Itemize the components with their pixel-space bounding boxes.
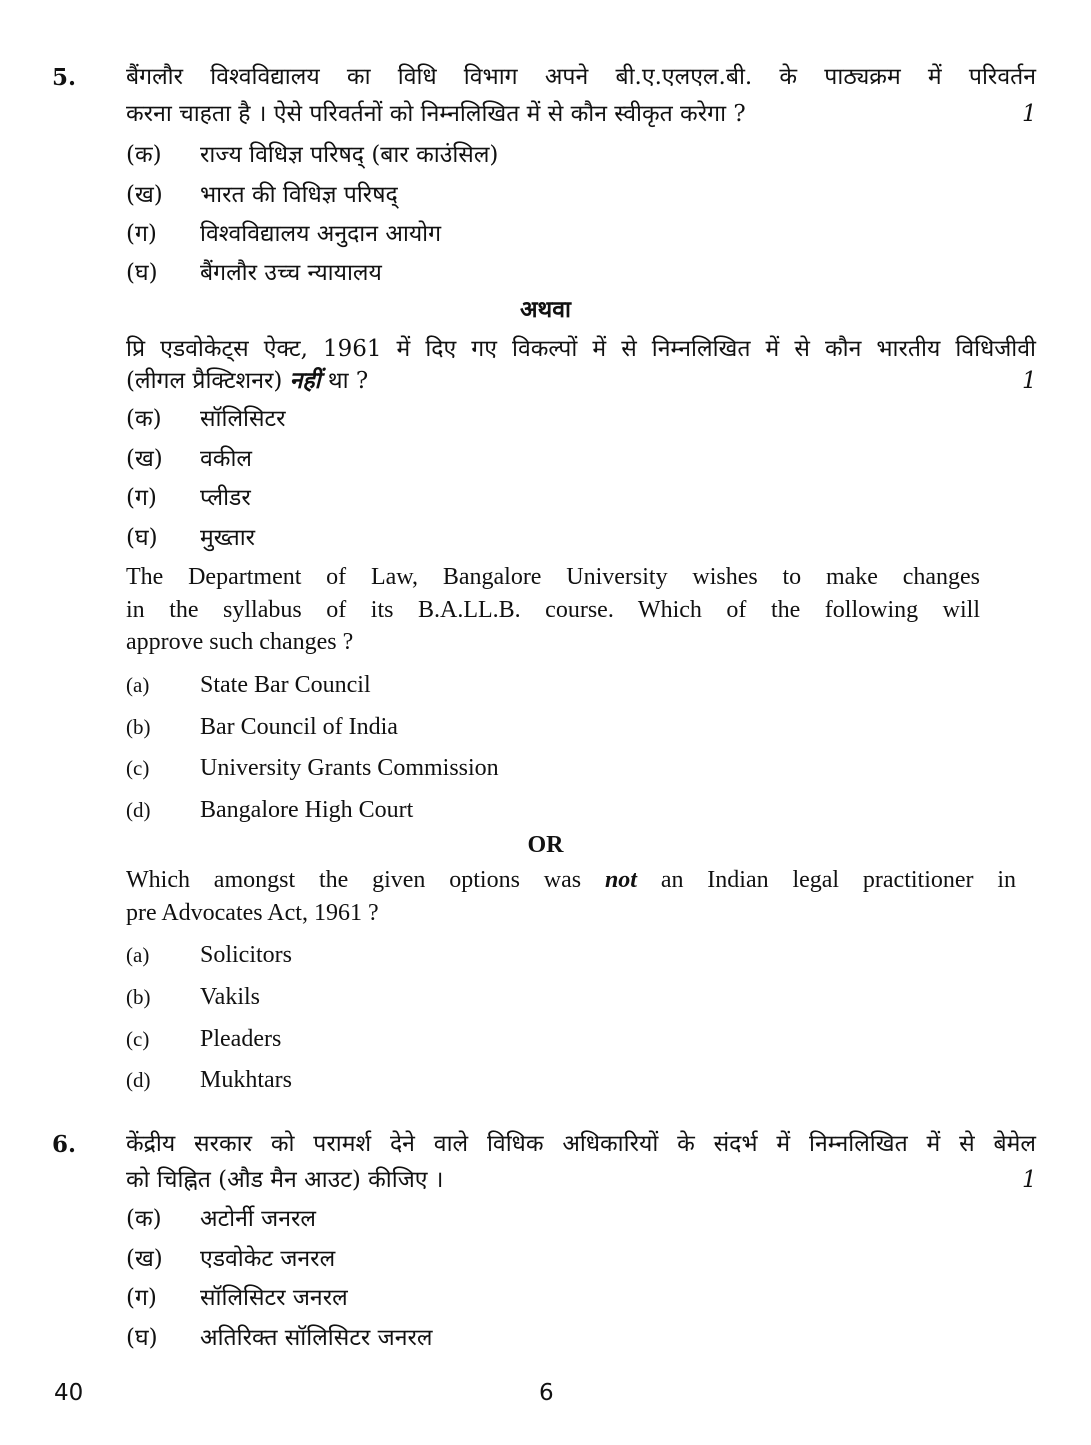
paper-code: 40 — [54, 1380, 84, 1406]
option-label: (घ) — [126, 525, 158, 551]
question-text-line: pre Advocates Act, 1961 ? — [126, 900, 379, 926]
question-text: Which amongst the given options was — [126, 867, 582, 893]
emphasis-text: not — [604, 867, 637, 893]
option-label: (a) — [126, 943, 150, 967]
option-label: (b) — [126, 985, 151, 1009]
option-text: अतिरिक्त सॉलिसिटर जनरल — [200, 1325, 433, 1351]
option-text: अटोर्नी जनरल — [200, 1206, 316, 1232]
option-label: (क) — [126, 406, 162, 432]
emphasis-text: नहीं — [289, 367, 321, 394]
option-text: सॉलिसिटर — [200, 406, 286, 432]
option-text: मुख्तार — [200, 525, 256, 551]
question-text-line: प्रि एडवोकेट्स ऐक्ट, 1961 में दिए गए विकल्पों में से निम्नलिखित में से कौन भारतीय विधिजीवी — [126, 336, 1036, 362]
option-text: Mukhtars — [200, 1067, 292, 1093]
option-text: Bangalore High Court — [200, 797, 414, 823]
question-text-line: बैंगलौर विश्वविद्यालय का विधि विभाग अपने बी.ए.एलएल.बी. के पाठ्यक्रम में परिवर्तन — [126, 64, 1036, 90]
option-label: (घ) — [126, 260, 158, 286]
question-text-line: केंद्रीय सरकार को परामर्श देने वाले विधिक अधिकारियों के संदर्भ में निम्नलिखित में से बेमेल — [126, 1131, 1036, 1157]
option-text: एडवोकेट जनरल — [200, 1246, 336, 1272]
option-text: बैंगलौर उच्च न्यायालय — [200, 260, 382, 286]
option-label: (c) — [126, 1027, 150, 1051]
or-separator: अथवा — [519, 296, 571, 323]
option-text: भारत की विधिज्ञ परिषद् — [200, 182, 398, 208]
question-text-line — [126, 864, 1016, 896]
option-label: (घ) — [126, 1325, 158, 1351]
option-label: (d) — [126, 798, 151, 822]
option-text: राज्य विधिज्ञ परिषद् (बार काउंसिल) — [200, 142, 499, 168]
option-text: Vakils — [200, 984, 260, 1010]
option-label: (d) — [126, 1068, 151, 1092]
question-text-line — [126, 364, 368, 398]
option-label: (ग) — [126, 485, 157, 511]
question-text: था ? — [327, 368, 369, 394]
question-text-line: in the syllabus of its B.A.LL.B. course. Which of the following will — [126, 597, 980, 623]
question-number: 6. — [52, 1131, 77, 1158]
question-text: (लीगल प्रैक्टिशनर) — [126, 368, 283, 394]
question-text-line: को चिह्नित (औड मैन आउट) कीजिए । — [126, 1167, 444, 1193]
option-label: (ग) — [126, 221, 157, 247]
option-text: Solicitors — [200, 942, 293, 968]
option-label: (a) — [126, 673, 150, 697]
question-text-line: approve such changes ? — [126, 629, 354, 655]
option-text: Pleaders — [200, 1026, 282, 1052]
option-text: University Grants Commission — [200, 755, 499, 781]
question-text: an Indian legal practitioner in — [660, 867, 1017, 893]
option-label: (ख) — [126, 182, 163, 208]
or-separator: OR — [527, 832, 564, 858]
page-number: 6 — [539, 1380, 554, 1406]
option-label: (ख) — [126, 446, 163, 472]
option-text: सॉलिसिटर जनरल — [200, 1285, 348, 1311]
question-text-line: The Department of Law, Bangalore University wishes to make changes — [126, 564, 980, 590]
option-text: प्लीडर — [200, 485, 251, 511]
option-text: वकील — [200, 446, 253, 472]
option-label: (क) — [126, 1206, 162, 1232]
option-label: (क) — [126, 142, 162, 168]
option-label: (c) — [126, 756, 150, 780]
question-text-line: करना चाहता है । ऐसे परिवर्तनों को निम्नलिखित में से कौन स्वीकृत करेगा ? — [126, 101, 746, 127]
marks: 1 — [1022, 101, 1037, 127]
question-number: 5. — [52, 64, 77, 91]
option-label: (ग) — [126, 1285, 157, 1311]
option-text: Bar Council of India — [200, 714, 398, 740]
option-label: (ख) — [126, 1246, 163, 1272]
marks: 1 — [1022, 1167, 1037, 1193]
option-label: (b) — [126, 715, 151, 739]
option-text: विश्वविद्यालय अनुदान आयोग — [200, 221, 442, 247]
option-text: State Bar Council — [200, 672, 371, 698]
marks: 1 — [1022, 368, 1037, 394]
